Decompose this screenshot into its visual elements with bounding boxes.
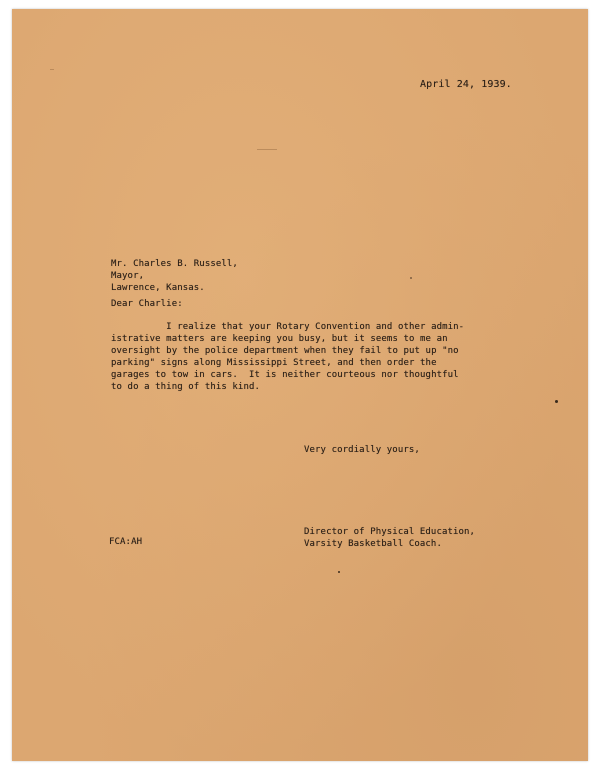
- letter-page: [12, 9, 588, 761]
- signature-block: [304, 526, 475, 550]
- address-line: Mr. Charles B. Russell,: [111, 259, 238, 269]
- paper-speck: [410, 277, 412, 279]
- paper-speck: [555, 400, 558, 403]
- body-line: garages to tow in cars. It is neither courteous nor thoughtful: [111, 370, 459, 380]
- reference-initials: FCA:AH: [109, 537, 143, 547]
- body-line: I realize that your Rotary Convention and other admin-: [111, 322, 465, 332]
- complimentary-close: Very cordially yours,: [304, 445, 420, 455]
- signature-line: Varsity Basketball Coach.: [304, 539, 442, 549]
- paper-mark: [257, 149, 277, 150]
- body-line: to do a thing of this kind.: [111, 382, 260, 392]
- signature-line: Director of Physical Education,: [304, 527, 476, 537]
- salutation: Dear Charlie:: [111, 299, 183, 309]
- body-line: oversight by the police department when they fail to put up "no: [111, 346, 459, 356]
- body-line: istrative matters are keeping you busy, but it seems to me an: [111, 334, 448, 344]
- address-line: Lawrence, Kansas.: [111, 283, 205, 293]
- paper-speck: [338, 571, 340, 573]
- recipient-address: [111, 258, 238, 294]
- letter-date: April 24, 1939.: [420, 79, 512, 90]
- paper-mark: [50, 69, 54, 70]
- letter-body: [111, 321, 464, 393]
- address-line: Mayor,: [111, 271, 145, 281]
- body-line: parking" signs along Mississippi Street, and then order the: [111, 358, 437, 368]
